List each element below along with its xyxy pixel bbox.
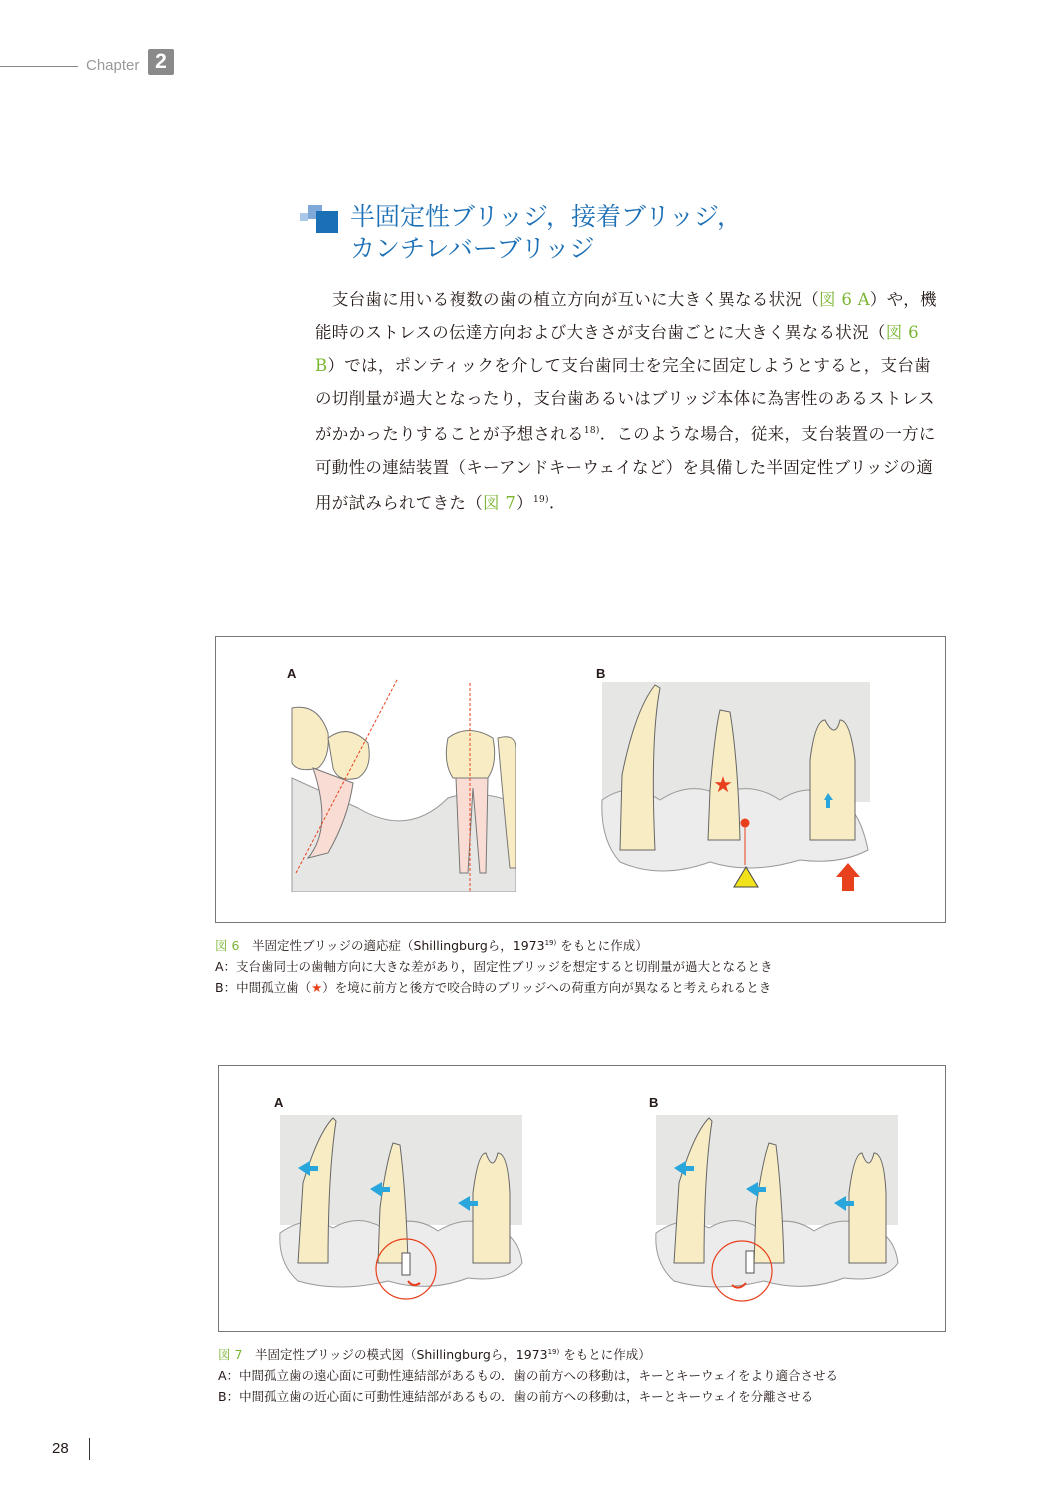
fig7-caption-tail: をもとに作成）: [563, 1347, 651, 1363]
fig6-caption-tail: をもとに作成）: [560, 938, 648, 954]
section-title: [350, 201, 742, 265]
svg-text:★: ★: [713, 773, 733, 798]
fig7-ref: 図 7: [483, 493, 517, 512]
body-text-3: ）では，ポンティックを介して支台歯同士を完全に固定しようとすると，支台歯の切削量が過大となったり，支台歯あるいはブリッジ本体に為害性のあるストレスがかかったりすることが予想される: [315, 356, 935, 444]
body-text-5: ）: [516, 493, 533, 512]
fig7-panel-b-illustration: [654, 1113, 900, 1303]
fig7-caption-line-b: B：中間孤立歯の近心面に可動性連結部があるもの．歯の前方への移動は，キーとキーウェイを分離させる: [218, 1389, 814, 1405]
fig6-caption-line-b-post: ）を境に前方と後方で咬合時のブリッジへの荷重方向が異なると考えられるとき: [322, 980, 772, 996]
fig6a-ref: 図 6 A: [819, 290, 870, 309]
fig7-caption: [218, 1342, 958, 1407]
section-squares-icon: [300, 203, 342, 233]
fig7-caption-cite: 19): [547, 1348, 560, 1356]
fig6-panel-a-illustration: [288, 678, 516, 892]
fig6-panel-b-label: B: [596, 666, 606, 681]
body-text-6: .: [548, 493, 555, 512]
page-number: 28: [52, 1440, 69, 1457]
fig7-panel-a-illustration: [278, 1113, 524, 1303]
citation-18: 18): [583, 426, 600, 436]
fig6-caption-line-b: [215, 977, 955, 998]
section-title-line1: 半固定性ブリッジ，接着ブリッジ，: [350, 202, 743, 231]
chapter-label: Chapter: [86, 57, 140, 74]
header-rule: [0, 66, 78, 67]
fig6-caption-line-b-pre: B：中間孤立歯（: [215, 980, 312, 996]
fig6-caption: [215, 933, 955, 998]
body-text-4: ．このような場合，従来，支台装置の一方に可動性の連結装置（キーアンドキーウェイなど）を具備した半固定性ブリッジの適用が試みられてきた（: [315, 424, 936, 512]
fig6b-ref: 図 6 B: [315, 323, 919, 375]
chapter-number-badge: 2: [148, 49, 174, 75]
fig6-caption-title-row: [215, 933, 955, 956]
fig7-caption-title: 半固定性ブリッジの模式図（Shillingburgら，1973: [254, 1347, 548, 1363]
citation-19: 19): [532, 494, 549, 505]
body-text-1: 支台歯に用いる複数の歯の植立方向が互いに大きく異なる状況（: [331, 290, 820, 309]
fig6-caption-number: 図 6: [215, 938, 240, 954]
star-icon: ★: [311, 980, 323, 996]
fig7-caption-number: 図 7: [218, 1347, 243, 1363]
fig7-caption-title-row: [218, 1342, 958, 1365]
fig7-panel-a-label: A: [274, 1095, 284, 1110]
fig7-panel-b-label: B: [649, 1095, 659, 1110]
body-paragraph: [315, 283, 945, 519]
fig6-caption-cite: 19): [544, 939, 557, 947]
fig6-panel-b-illustration: [600, 680, 872, 895]
fig6-caption-title: 半固定性ブリッジの適応症（Shillingburgら，1973: [251, 938, 545, 954]
fig6-panel-a-label: A: [287, 666, 297, 681]
page-number-rule: [89, 1438, 90, 1460]
fig7-caption-line-a: A：中間孤立歯の遠心面に可動性連結部があるもの．歯の前方への移動は，キーとキーウェイをより適合させる: [218, 1368, 839, 1384]
fig6-caption-line-a: A：支台歯同士の歯軸方向に大きな差があり，固定性ブリッジを想定すると切削量が過大となるとき: [215, 959, 773, 975]
section-title-line2: カンチレバーブリッジ: [350, 234, 595, 263]
body-text-2: ）や，機能時のストレスの伝達方向および大きさが支台歯ごとに大きく異なる状況（: [315, 290, 937, 342]
